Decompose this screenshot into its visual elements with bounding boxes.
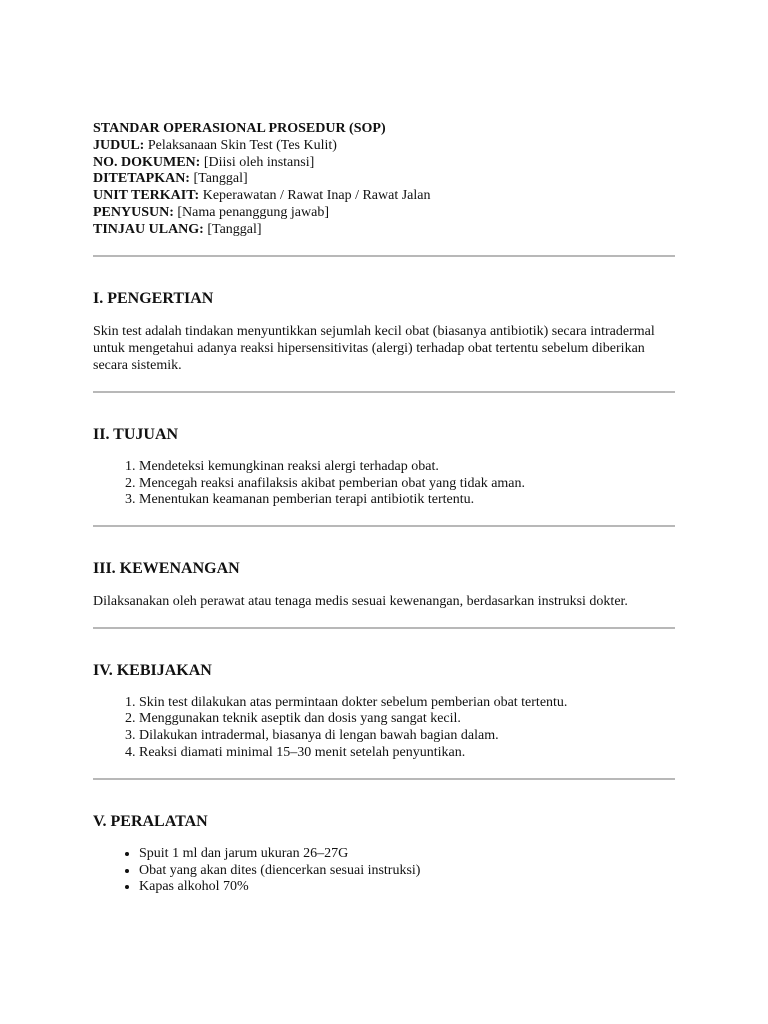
document-page [93, 121, 675, 896]
list-item: 2. Mencegah reaksi anafilaksis akibat pemberian obat yang tidak aman. [139, 476, 675, 493]
list-item: • Kapas alkohol 70% [139, 879, 675, 896]
list-item: 1. Skin test dilakukan atas permintaan dokter sebelum pemberian obat tertentu. [139, 695, 675, 712]
tujuan-list [93, 459, 675, 509]
peralatan-list [93, 846, 675, 896]
section-title-tujuan: II. TUJUAN [93, 425, 179, 443]
section-divider [93, 255, 675, 257]
section-title-kebijakan: IV. KEBIJAKAN [93, 661, 212, 679]
section-divider [93, 778, 675, 780]
section-title-peralatan: V. PERALATAN [93, 812, 208, 830]
field-unit-terkait: UNIT TERKAIT: Keperawatan / Rawat Inap / Rawat Jalan [93, 188, 431, 204]
kebijakan-list [93, 695, 675, 762]
field-judul: JUDUL: Pelaksanaan Skin Test (Tes Kulit) [93, 137, 337, 153]
kewenangan-text: Dilaksanakan oleh perawat atau tenaga medis sesuai kewenangan, berdasarkan instruksi dokter. [93, 594, 628, 610]
field-ditetapkan: DITETAPKAN: [Tanggal] [93, 171, 248, 187]
document-title: STANDAR OPERASIONAL PROSEDUR (SOP) [93, 121, 386, 136]
list-item: 3. Menentukan keamanan pemberian terapi antibiotik tertentu. [139, 492, 675, 509]
list-item: 3. Dilakukan intradermal, biasanya di lengan bawah bagian dalam. [139, 728, 675, 745]
section-divider [93, 391, 675, 393]
list-item: • Obat yang akan dites (diencerkan sesuai instruksi) [139, 863, 675, 880]
pengertian-text: Skin test adalah tindakan menyuntikkan sejumlah kecil obat (biasanya antibiotik) secara intradermal untuk mengetahui adanya reaksi hipersensitivitas (alergi) terhadap obat tertentu sebelum diberikan secara sistemik. [93, 323, 655, 374]
document-header [93, 121, 675, 239]
list-item: 1. Mendeteksi kemungkinan reaksi alergi terhadap obat. [139, 459, 675, 476]
field-no-dokumen: NO. DOKUMEN: [Diisi oleh instansi] [93, 154, 315, 170]
field-penyusun: PENYUSUN: [Nama penanggung jawab] [93, 204, 329, 220]
section-divider [93, 627, 675, 629]
list-item: 2. Menggunakan teknik aseptik dan dosis yang sangat kecil. [139, 711, 675, 728]
section-title-kewenangan: III. KEWENANGAN [93, 560, 240, 578]
list-item: 4. Reaksi diamati minimal 15–30 menit setelah penyuntikan. [139, 745, 675, 762]
section-title-pengertian: I. PENGERTIAN [93, 289, 214, 307]
section-divider [93, 525, 675, 527]
list-item: • Spuit 1 ml dan jarum ukuran 26–27G [139, 846, 675, 863]
field-tinjau-ulang: TINJAU ULANG: [Tanggal] [93, 221, 262, 237]
